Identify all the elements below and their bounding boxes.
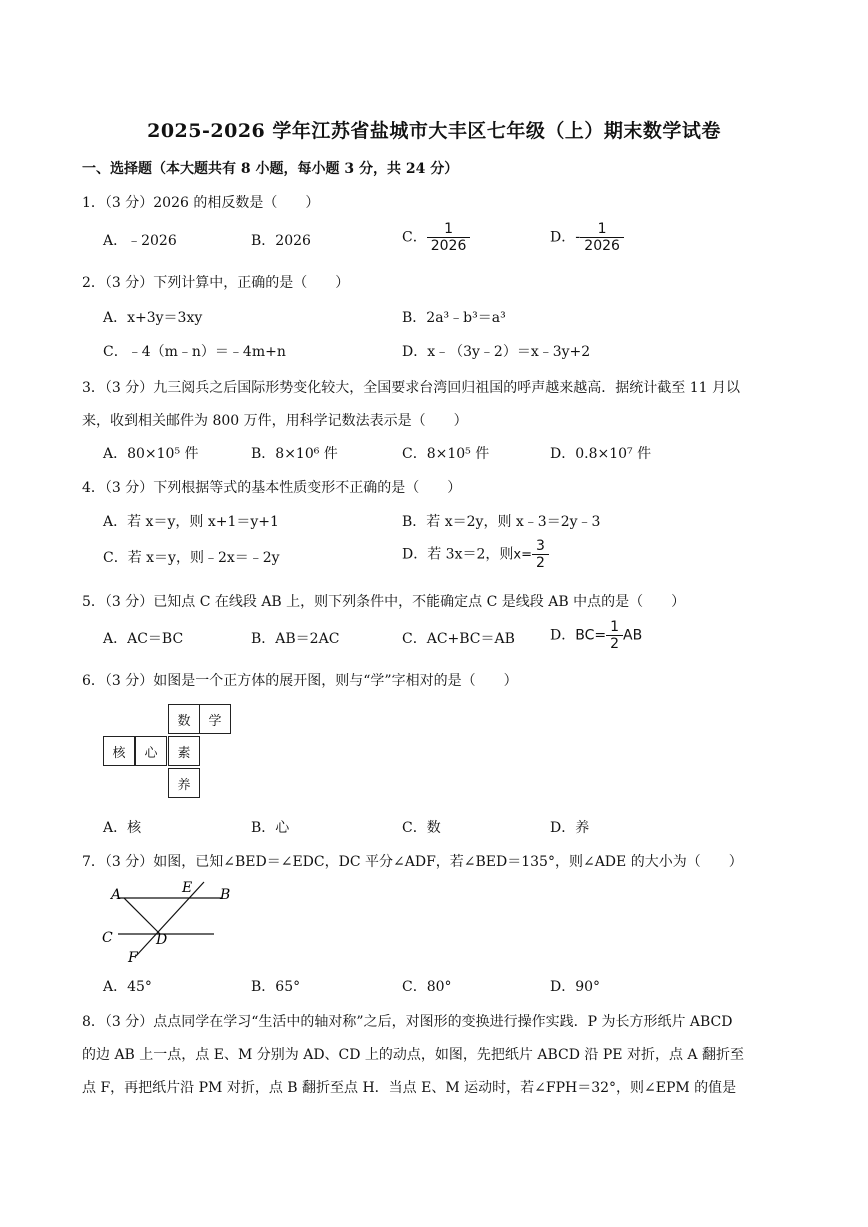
point-label-a: A	[111, 887, 122, 903]
q7-option-b: B．65°	[251, 979, 301, 995]
section-heading: 一、选择题（本大题共有 8 小题，每小题 3 分，共 24 分）	[82, 161, 459, 177]
fraction-denominator: 2026	[427, 237, 471, 254]
question-8-stem-line2: 的边 AB 上一点，点 E、M 分别为 AD、CD 上的动点，如图，先把纸片 ABCD 沿 PE 对折，点 A 翻折至	[82, 1047, 744, 1063]
point-label-f: F	[128, 950, 138, 966]
q2-option-c: C．﹣4（m﹣n）＝﹣4m+n	[103, 344, 286, 360]
net-cell-su: 素	[168, 736, 200, 766]
q3-option-b: B．8×10⁶ 件	[251, 446, 338, 462]
exam-title: 2025-2026 学年江苏省盐城市大丰区七年级（上）期末数学试卷	[147, 120, 721, 142]
q6-option-b: B．心	[251, 820, 290, 836]
q1-option-c-label: C．	[402, 229, 427, 246]
q2-option-b: B．2a³﹣b³＝a³	[402, 310, 506, 326]
point-label-b: B	[220, 887, 231, 903]
q5-option-d-label: D．	[550, 627, 576, 644]
q7-option-a: A．45°	[103, 979, 152, 995]
net-cell-xue: 学	[199, 704, 231, 734]
q1-option-d-fraction	[580, 221, 624, 254]
q7-option-d: D．90°	[550, 979, 601, 995]
question-5-stem: 5．（3 分）已知点 C 在线段 AB 上，则下列条件中，不能确定点 C 是线段 AB 中点的是（ ）	[82, 594, 686, 610]
question-4-stem: 4．（3 分）下列根据等式的基本性质变形不正确的是（ ）	[82, 480, 462, 496]
q6-option-d: D．养	[550, 820, 590, 836]
q5-option-b: B．AB＝2AC	[251, 631, 340, 647]
q4-option-d-label: D．若 3x＝2，则	[402, 546, 514, 563]
fraction-numerator: 1	[444, 221, 453, 237]
q5-option-c: C．AC+BC＝AB	[402, 631, 515, 647]
q1-option-d-sign: -	[575, 229, 581, 246]
point-label-c: C	[102, 930, 113, 946]
q1-option-d-label: D．	[550, 229, 576, 246]
segment-ad	[124, 898, 160, 934]
question-1-stem: 1．（3 分）2026 的相反数是（ ）	[82, 195, 320, 211]
q7-option-c: C．80°	[402, 979, 452, 995]
q5-option-d-fraction	[606, 619, 623, 652]
net-cell-yang: 养	[168, 768, 200, 798]
q1-option-b: B．2026	[251, 233, 311, 249]
point-label-d: D	[156, 932, 168, 948]
question-8-stem-line1: 8．（3 分）点点同学在学习“生活中的轴对称”之后，对图形的变换进行操作实践．P 为长方形纸片 ABCD	[82, 1014, 733, 1030]
q4-option-d-fraction	[532, 538, 549, 571]
question-8-stem-line3: 点 F，再把纸片沿 PM 对折，点 B 翻折至点 H．当点 E、M 运动时，若∠FPH＝32°，则∠EPM 的值是	[82, 1080, 737, 1096]
fraction-numerator: 1	[610, 619, 620, 635]
q1-option-c	[402, 221, 470, 254]
q3-option-d: D．0.8×10⁷ 件	[550, 446, 652, 462]
point-label-e: E	[182, 880, 193, 896]
q6-option-a: A．核	[103, 820, 142, 836]
q1-option-c-fraction	[427, 221, 471, 254]
net-cell-he: 核	[103, 736, 135, 766]
fraction-denominator: 2	[606, 635, 623, 652]
q5-option-a: A．AC＝BC	[103, 631, 184, 647]
q1-option-a: A．﹣2026	[103, 233, 177, 249]
line-ef	[136, 882, 204, 956]
net-cell-shu: 数	[168, 704, 200, 734]
question-7-stem: 7．（3 分）如图，已知∠BED＝∠EDC，DC 平分∠ADF，若∠BED＝135°，则∠ADE 的大小为（ ）	[82, 854, 743, 870]
q4-option-b: B．若 x＝2y，则 x﹣3＝2y﹣3	[402, 514, 601, 530]
q5-option-d	[550, 619, 642, 652]
q4-option-a: A．若 x＝y，则 x+1＝y+1	[103, 514, 279, 530]
question-6-stem: 6．（3 分）如图是一个正方体的展开图，则与“学”字相对的是（ ）	[82, 673, 518, 689]
question-3-stem-line2: 来，收到相关邮件为 800 万件，用科学记数法表示是（ ）	[82, 413, 468, 429]
question-3-stem-line1: 3．（3 分）九三阅兵之后国际形势变化较大，全国要求台湾回归祖国的呼声越来越高．据统计截至 11 月以	[82, 380, 740, 396]
q1-option-d	[550, 221, 624, 254]
q2-option-d: D．x﹣（3y﹣2）＝x﹣3y+2	[402, 344, 591, 360]
net-cell-xin: 心	[135, 736, 167, 766]
q3-option-c: C．8×10⁵ 件	[402, 446, 490, 462]
q6-option-c: C．数	[402, 820, 441, 836]
q5-option-d-rhs: AB	[623, 627, 643, 644]
q4-option-d-lhs: x=	[513, 547, 532, 563]
q4-option-c: C．若 x＝y，则﹣2x＝﹣2y	[103, 550, 280, 566]
fraction-numerator: 3	[535, 538, 545, 554]
q2-option-a: A．x+3y＝3xy	[103, 310, 203, 326]
q5-option-d-lhs: BC=	[575, 627, 607, 644]
geometry-figure-q7	[98, 876, 248, 968]
fraction-numerator: 1	[597, 221, 607, 237]
fraction-denominator: 2026	[580, 237, 624, 254]
q3-option-a: A．80×10⁵ 件	[103, 446, 199, 462]
fraction-denominator: 2	[532, 554, 549, 571]
question-2-stem: 2．（3 分）下列计算中，正确的是（ ）	[82, 275, 350, 291]
q4-option-d	[402, 538, 549, 571]
